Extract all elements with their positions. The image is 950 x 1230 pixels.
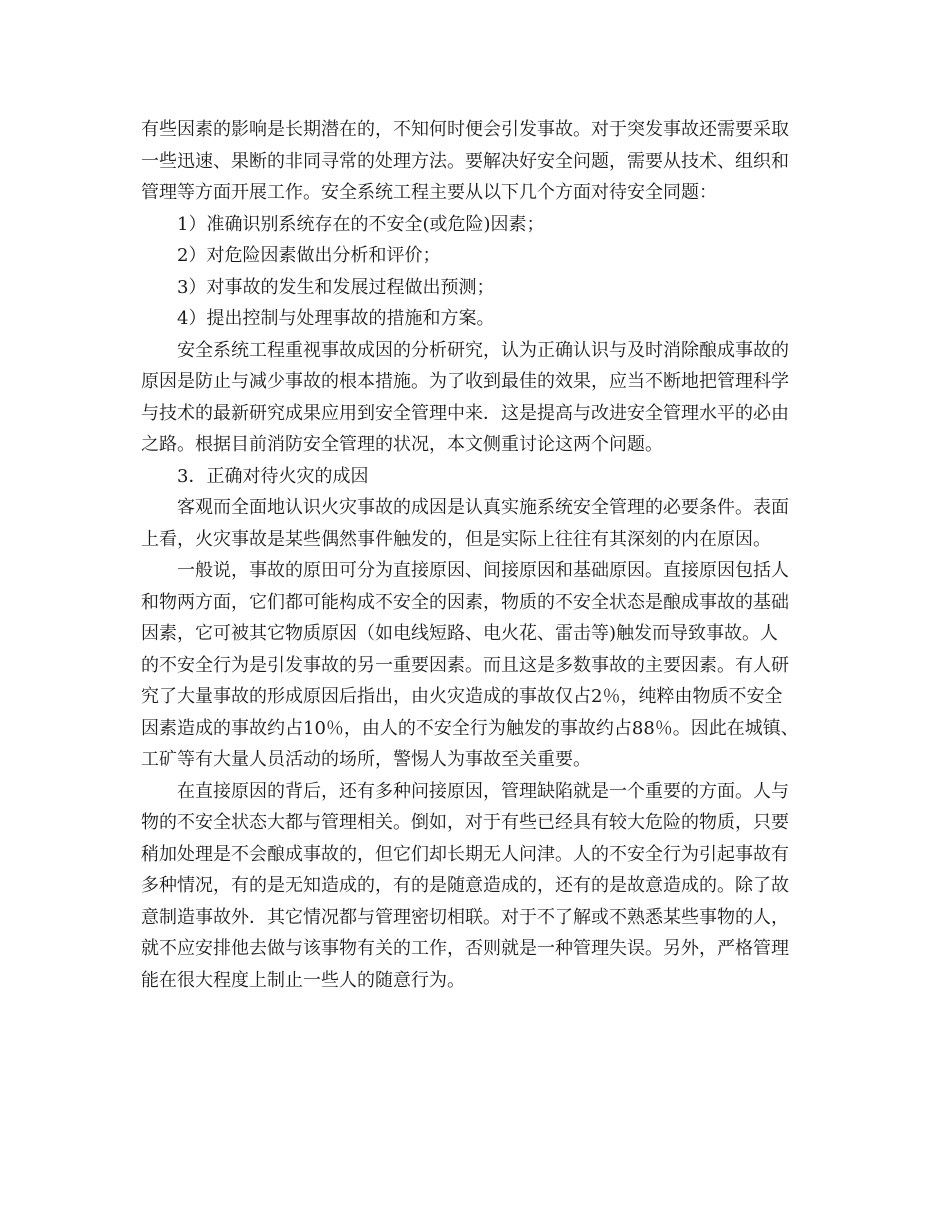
text-line: 因素造成的事故约占10％，由人的不安全行为触发的事故约占88％。因此在城镇、: [141, 717, 799, 739]
text-line: 安全系统工程重视事故成因的分析研究，认为正确认识与及时消除酿成事故的: [177, 339, 789, 361]
text-line: 一般说，事故的原田可分为直接原因、间接原因和基础原因。直接原因包括人: [177, 560, 789, 581]
text-line: 之路。根据目前消防安全管理的状况，本文侧重讨论这两个问题。: [141, 434, 663, 455]
text-line: 有些因素的影响是长期潜在的，不知何时便会引发事故。对于突发事故还需要采取: [141, 119, 789, 140]
text-line: 与技术的最新研究成果应用到安全管理中来．这是提高与改进安全管理水平的必由: [141, 402, 789, 424]
text-line: 物的不安全状态大都与管理相关。倒如，对于有些已经具有较大危险的物质，只要: [141, 812, 789, 833]
text-line: 3）对事故的发生和发展过程做出预测；: [177, 276, 495, 298]
text-line: 稍加处理是不会酿成事故的，但它们却长期无人问津。人的不安全行为引起事故有: [141, 843, 789, 865]
text-line: 一些迅速、果断的非同寻常的处理方法。要解决好安全问题，需要从技术、组织和: [141, 150, 789, 172]
text-line: 的不安全行为是引发事故的另一重要因素。而且这是多数事故的主要因素。有人研: [141, 654, 789, 676]
document-body-text: [141, 114, 821, 996]
text-line: 在直接原因的背后，还有多种问接原因，管理缺陷就是一个重要的方面。人与: [177, 780, 789, 802]
text-line: 上看，火灾事故是某些偶然事件触发的，但是实际上往往有其深刻的内在原因。: [141, 528, 771, 550]
text-line: 管理等方面开展工作。安全系统工程主要从以下几个方面对待安全同题：: [141, 182, 717, 203]
text-line: 2）对危险因素做出分析和评价；: [177, 245, 441, 266]
text-line: 1）准确识别系统存在的不安全(或危险)因素；: [177, 213, 545, 235]
text-line: 工矿等有大量人员活动的场所，警惕人为事故至关重要。: [141, 749, 591, 770]
text-line: 客观而全面地认识火灾事故的成因是认真实施系统安全管理的必要条件。表面: [177, 497, 789, 518]
text-line: 究了大量事故的形成原因后指出，由火灾造成的事故仅占2％，纯粹由物质不安全: [141, 686, 783, 707]
text-line: 3．正确对待火灾的成因: [177, 465, 369, 487]
text-line: 意制造事故外．其它情况都与管理密切相联。对于不了解或不熟悉某些事物的人，: [141, 906, 789, 928]
text-line: 因素，它可被其它物质原因（如电线短路、电火花、雷击等)触发而导致事故。人: [141, 623, 779, 644]
text-line: 多种情况，有的是无知造成的，有的是随意造成的，还有的是故意造成的。除了故: [141, 875, 789, 896]
text-line: 能在很大程度上制止一些人的随意行为。: [141, 969, 465, 991]
text-line: 和物两方面，它们都可能构成不安全的因素，物质的不安全状态是酿成事故的基础: [141, 591, 789, 613]
text-line: 就不应安排他去做与该事物有关的工作，否则就是一种管理失误。另外，严格管理: [141, 938, 789, 959]
text-line: 原因是防止与减少事故的根本措施。为了收到最佳的效果，应当不断地把管理科学: [141, 371, 789, 392]
text-line: 4）提出控制与处理事故的措施和方案。: [177, 308, 495, 329]
